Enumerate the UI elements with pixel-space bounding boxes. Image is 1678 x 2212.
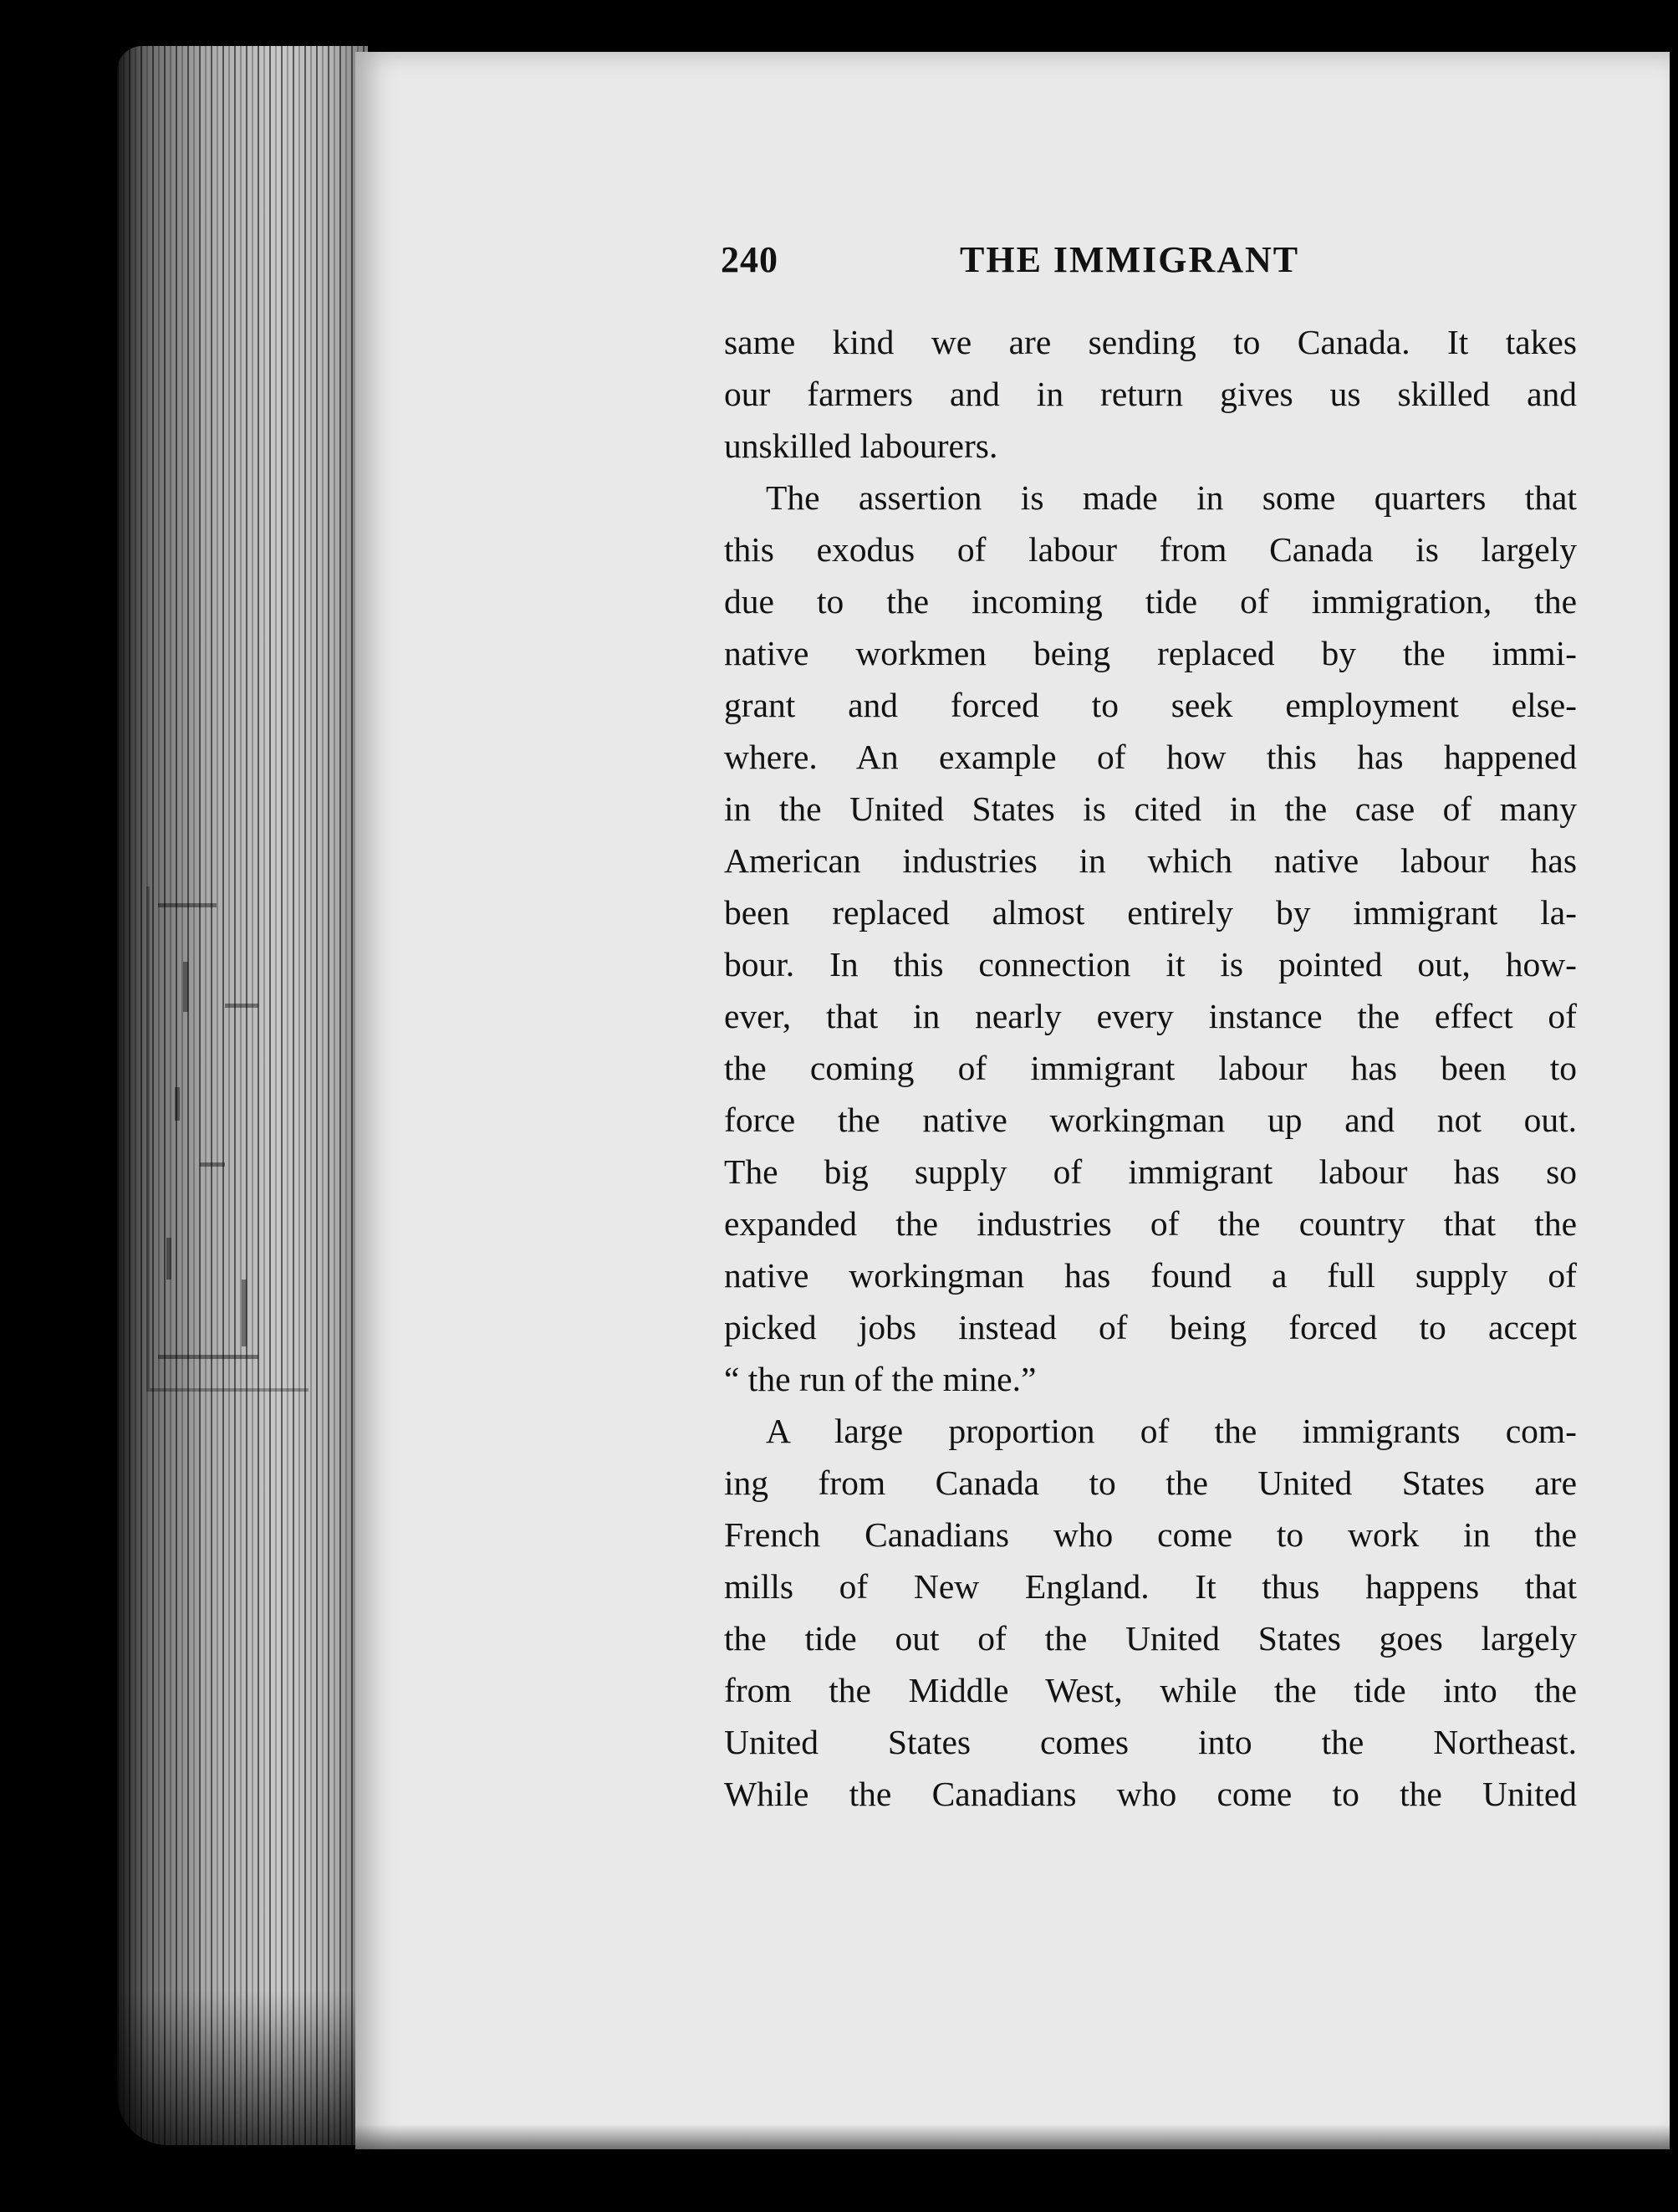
- text-line: French Canadians who come to work in the: [724, 1515, 1577, 1554]
- text-line: force the native workingman up and not out.: [724, 1101, 1577, 1139]
- paragraph-start-line: The assertion is made in some quarters that: [766, 478, 1577, 517]
- running-head: THE IMMIGRANT: [960, 239, 1300, 280]
- text-line: unskilled labourers.: [724, 427, 998, 465]
- text-line: native workingman has found a full supply of: [724, 1256, 1577, 1295]
- text-line: United States comes into the Northeast.: [724, 1723, 1577, 1761]
- text-line: native workmen being replaced by the immi-: [724, 634, 1577, 672]
- text-line: from the Middle West, while the tide into the: [724, 1671, 1577, 1709]
- text-line: the coming of immigrant labour has been to: [724, 1049, 1577, 1087]
- library-stamp: [146, 886, 309, 1392]
- text-line: bour. In this connection it is pointed out, how-: [724, 945, 1577, 983]
- text-line: our farmers and in return gives us skilled and: [724, 375, 1577, 413]
- text-line: the tide out of the United States goes largely: [724, 1619, 1577, 1658]
- paragraph-start-line: A large proportion of the immigrants com-: [766, 1412, 1577, 1450]
- text-line: ever, that in nearly every instance the effect of: [724, 997, 1577, 1035]
- text-line: expanded the industries of the country that the: [724, 1204, 1577, 1243]
- text-line: grant and forced to seek employment else-: [724, 686, 1577, 724]
- page-bottom-shadow: [355, 2124, 1670, 2158]
- text-line: same kind we are sending to Canada. It takes: [724, 323, 1577, 361]
- text-line: The big supply of immigrant labour has so: [724, 1152, 1577, 1191]
- text-line: “ the run of the mine.”: [724, 1360, 1037, 1398]
- text-line: been replaced almost entirely by immigrant la-: [724, 893, 1577, 932]
- text-line: mills of New England. It thus happens that: [724, 1567, 1577, 1606]
- page-header: [721, 238, 1573, 289]
- text-line: American industries in which native labour has: [724, 841, 1577, 880]
- fore-edge-shadow: [117, 1990, 368, 2149]
- page-number: 240: [721, 239, 778, 280]
- text-line: in the United States is cited in the case of many: [724, 789, 1577, 828]
- text-line: ing from Canada to the United States are: [724, 1464, 1577, 1502]
- text-line: where. An example of how this has happened: [724, 738, 1577, 776]
- text-line: due to the incoming tide of immigration, the: [724, 582, 1577, 621]
- text-line: this exodus of labour from Canada is largely: [724, 530, 1577, 569]
- text-line: While the Canadians who come to the United: [724, 1775, 1577, 1813]
- body-text: [724, 316, 1577, 1820]
- text-line: picked jobs instead of being forced to accept: [724, 1308, 1577, 1346]
